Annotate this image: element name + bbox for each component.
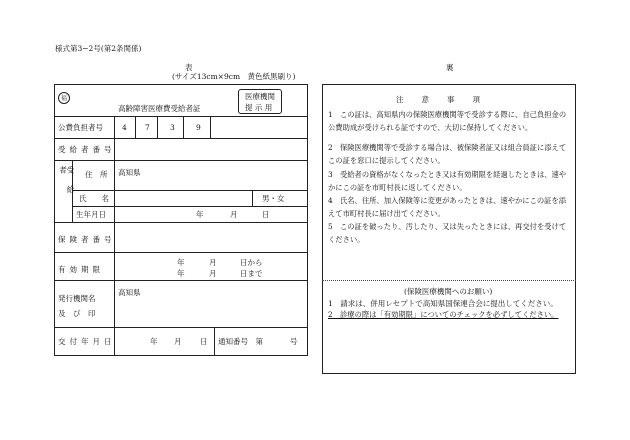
recipient-number-label: 受給者番号 <box>58 145 116 154</box>
address-label: 住 所 <box>85 170 108 179</box>
institution-use-line1: 医療機関 <box>245 92 275 101</box>
birth-month: 月 <box>230 210 238 219</box>
form-number: 様式第3−2号(第2条関係) <box>55 44 142 53</box>
institution-use-line2: 提 示 用 <box>245 103 273 112</box>
card-title: 高齢障害医療費受給者証 <box>118 104 201 113</box>
note-item-1: 1 この証は、高知県内の保険医療機関等で受診する際に、自己負担金の公費助成が受けられる証ですので、大切に保持してください。 <box>328 110 567 132</box>
notice-number-suffix: 号 <box>290 337 298 346</box>
seal-icon: 福 <box>58 92 70 104</box>
payer-number-label: 公費負担者号 <box>58 123 103 132</box>
issuer-label-1: 発行機関名 <box>58 294 96 303</box>
validity-month-from: 月 <box>209 258 217 267</box>
request-item-1: 1 請求は、併用レセプトで高知県国保連合会に提出してください。 <box>328 299 558 308</box>
note-item-5: 5 この証を破ったり、汚したり、又は失ったときには、再交付を受けてください。 <box>328 222 567 244</box>
insurer-number-label: 保険者番号 <box>58 235 116 244</box>
issue-date-label: 交付年月日 <box>58 337 116 346</box>
issue-year: 年 <box>150 337 158 346</box>
notice-number-label: 通知番号 第 <box>218 337 263 346</box>
back-heading: 裏 <box>446 63 454 72</box>
payer-digit-2: 7 <box>145 123 150 132</box>
issuer-label-2: 及 び 印 <box>58 309 96 318</box>
note-item-2: 2 保険医療機関等で受診する場合は、被保険者証又は組合員証に添えてこの証を窓口に提示してください。 <box>328 143 567 165</box>
validity-from: 日から <box>240 258 263 267</box>
payer-digit-4: 9 <box>196 123 201 132</box>
name-label: 氏 名 <box>79 194 109 203</box>
note-item-3: 3 受給者の資格がなくなったとき又は有効期限を経過したときは、速やかにこの証を市町村長に返してください。 <box>328 170 567 192</box>
payer-digit-1: 4 <box>122 123 127 132</box>
validity-label: 有効期限 <box>58 265 104 274</box>
issuer-value: 高知県 <box>118 288 141 297</box>
sex-value: 男・女 <box>262 194 285 203</box>
request-item-2: 2 診療の際は「有効期限」についてのチェックを必ずしてください。 <box>328 310 559 319</box>
validity-year-to: 年 <box>177 269 185 278</box>
notes-title: 注 意 事 項 <box>396 95 481 104</box>
request-title: (保険医療機関へのお願い) <box>404 287 493 296</box>
issue-day: 日 <box>200 337 208 346</box>
validity-to: 日まで <box>240 269 263 278</box>
note-item-4: 4 氏名、住所、加入保険等に変更があったときは、速やかにこの証を添えて市町村長に届け出てください。 <box>328 196 567 218</box>
birth-year: 年 <box>196 210 204 219</box>
front-heading: 表 <box>185 63 193 72</box>
recipient-label: 受給者 <box>58 166 75 205</box>
dotted-divider <box>322 280 576 281</box>
size-note: (サイズ13cm×9cm 黄色紙黒刷り) <box>172 72 296 81</box>
birth-day: 日 <box>262 210 270 219</box>
validity-month-to: 月 <box>209 269 217 278</box>
validity-year-from: 年 <box>177 258 185 267</box>
issue-month: 月 <box>174 337 182 346</box>
payer-digit-3: 3 <box>170 123 175 132</box>
address-value: 高知県 <box>118 168 141 177</box>
birth-date-label: 生年月日 <box>76 210 106 219</box>
